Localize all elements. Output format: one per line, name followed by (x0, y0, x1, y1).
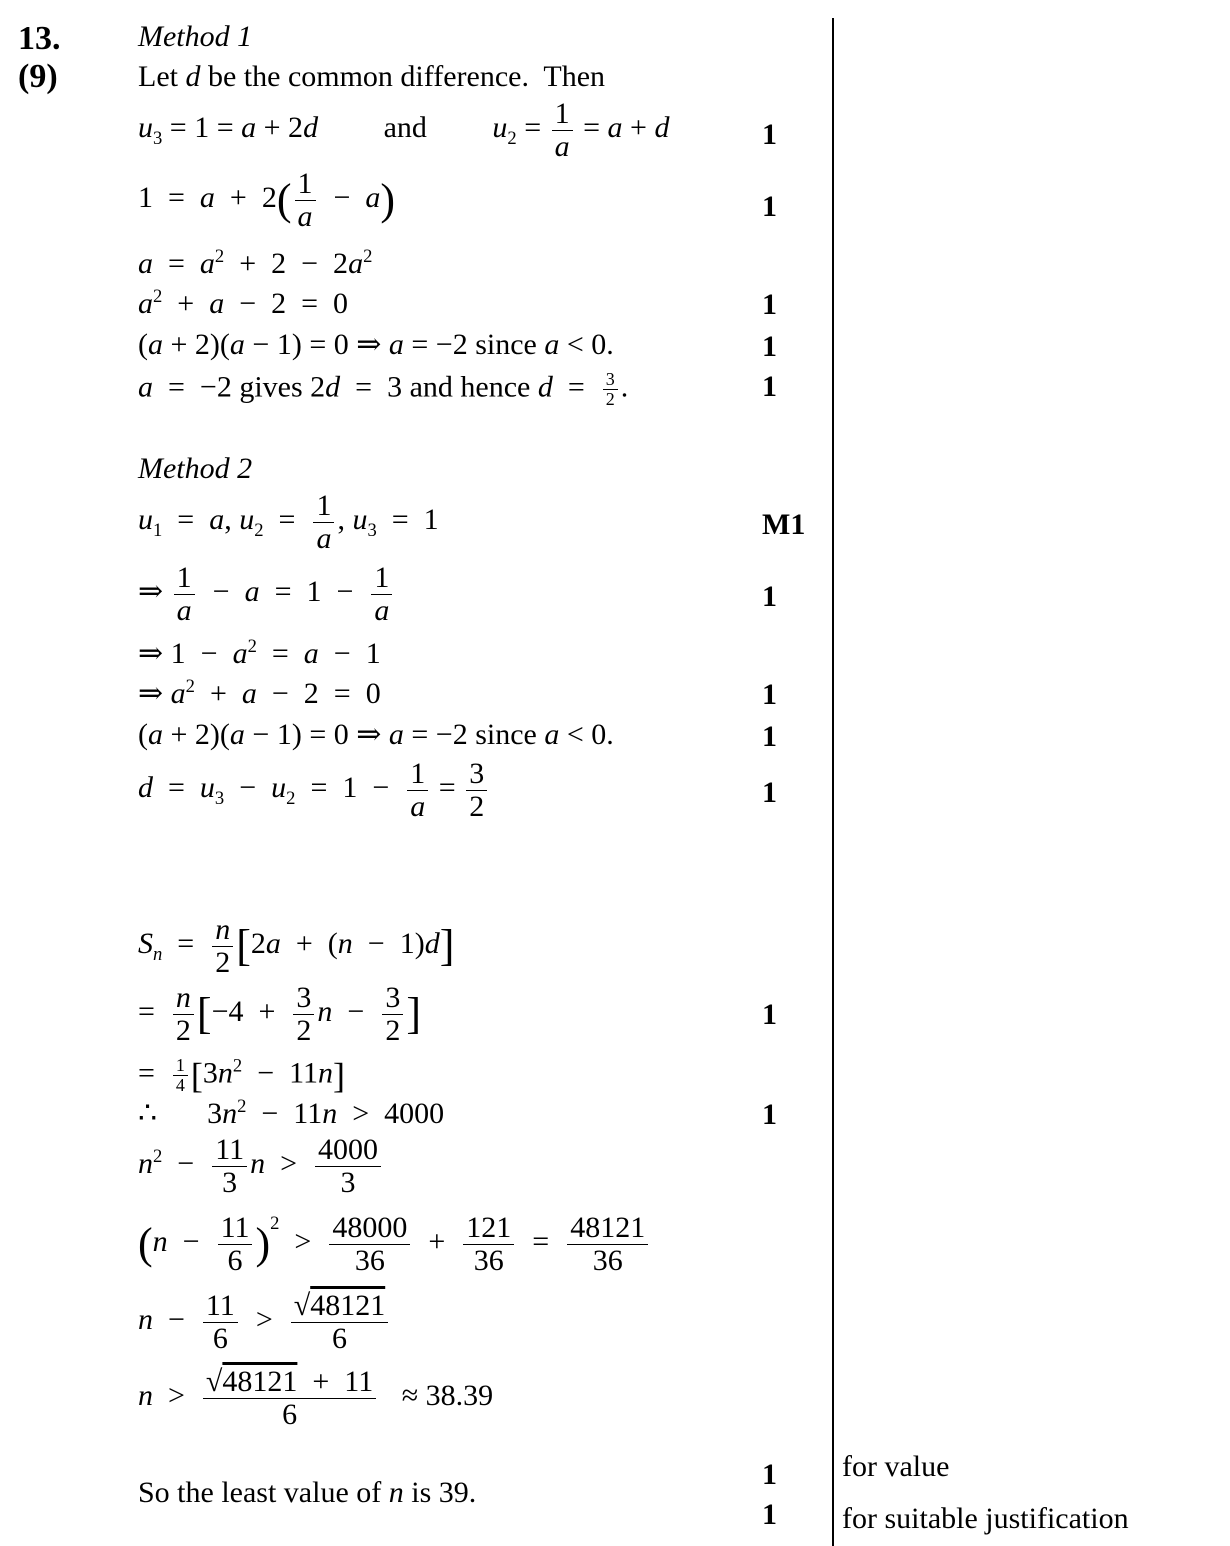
sum-line-5: $n^2$ − $\frac{11}{3}$ n > $\frac{4000}{3}$ (138, 1134, 384, 1198)
method1-mark-4: 1 (762, 288, 777, 321)
sum-line-3: = $\frac{1}{4}$ $[3n^2 - 11n]$ (138, 1055, 346, 1096)
sum-line-2: = $\frac{n}{2}$ [−4 + $\frac{3}{2}$ n − $\frac{3}{2}$ ] (138, 981, 421, 1047)
sum-line-8: n > $\frac{√48121 + 11}{6}$ ≈ 38.39 (138, 1365, 494, 1431)
method2-mark-2: 1 (762, 580, 777, 613)
method2-line-1: $u_1 = a$, $u_2$ = $\frac{1}{a}$ , $u_3 = 1$ (138, 489, 439, 555)
method1-heading: Method 1 (138, 20, 253, 53)
sum-line-1: $S_n$ = $\frac{n}{2}$ [2a + (n − 1)d] (138, 913, 455, 979)
sum-line-7: n − $\frac{11}{6}$ > $\frac{√48121}{6}$ (138, 1290, 391, 1354)
method1-intro: Let d be the common difference. Then (138, 60, 606, 93)
conclusion-mark-value: 1 (762, 1458, 777, 1491)
method1-mark-2: 1 (762, 190, 777, 223)
method2-mark-4: 1 (762, 678, 777, 711)
method1-mark-1: 1 (762, 118, 777, 151)
sum-line-6: (n − $\frac{11}{6}$ )$^2$ > $\frac{48000}{36}$ + $\frac{121}{36}$ = $\frac{48121}{36}$ (138, 1212, 651, 1276)
method1-line-6: a = −2 gives 2d = 3 and hence d = $\frac{3}{2}$ . (138, 369, 629, 409)
method2-mark-5: 1 (762, 720, 777, 753)
method1-mark-6: 1 (762, 370, 777, 403)
method1-line-3: $a = a^2 + 2 - 2a^2$ (138, 246, 373, 280)
method2-line-3: ⇒ $1 - a^2 = a - 1$ (138, 636, 381, 670)
sum-mark-4: 1 (762, 1098, 777, 1131)
question-total-marks: (9) (18, 58, 58, 95)
sum-mark-2: 1 (762, 998, 777, 1031)
method2-heading: Method 2 (138, 452, 253, 485)
method2-mark-1: M1 (762, 508, 806, 541)
method2-line-6: $d = u_3 - u_2 = 1$ − $\frac{1}{a}$ = $\frac{3}{2}$ (138, 758, 490, 822)
method1-line-4: $a^2 + a - 2 = 0$ (138, 286, 349, 320)
conclusion-mark-justification: 1 (762, 1498, 777, 1531)
method2-line-2: ⇒ $\frac{1}{a}$ − a = 1 − $\frac{1}{a}$ (138, 562, 395, 626)
method1-line-5: (a + 2)(a − 1) = 0 ⇒ a = −2 since a < 0. (138, 328, 614, 361)
method2-mark-6: 1 (762, 776, 777, 809)
sum-line-4: ∴ $3n^2 - 11n > 4000$ (138, 1096, 445, 1130)
conclusion-text: So the least value of n is 39. (138, 1476, 477, 1509)
method1-line-2: 1 = a + 2( $\frac{1}{a}$ − a) (138, 167, 396, 233)
approx-value: ≈ 38.39 (401, 1378, 494, 1412)
method2-line-5: (a + 2)(a − 1) = 0 ⇒ a = −2 since a < 0. (138, 718, 614, 751)
method2-line-4: ⇒ $a^2 + a - 2 = 0$ (138, 676, 381, 710)
margin-rule (832, 18, 834, 1546)
method1-mark-5: 1 (762, 330, 777, 363)
note-for-justification: for suitable justification (842, 1502, 1129, 1535)
method1-line-1: $u_3 = 1 = a + 2d$ and $u_2$ = $\frac{1}{a}$ = a + d (138, 97, 670, 163)
note-for-value: for value (842, 1450, 950, 1483)
question-number: 13. (18, 20, 61, 57)
